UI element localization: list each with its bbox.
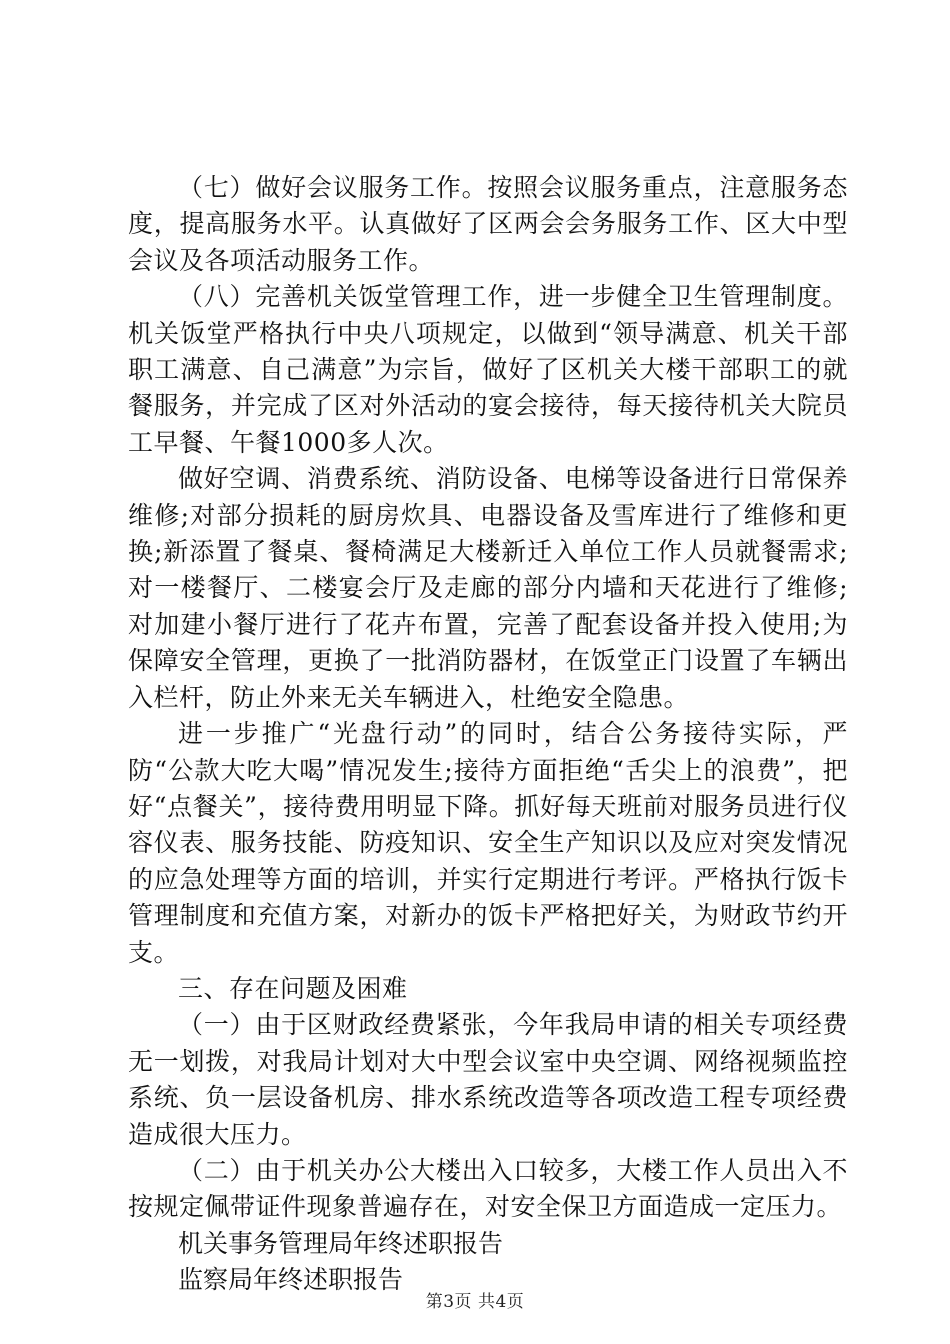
paragraph-problem-security: （二）由于机关办公大楼出入口较多，大楼工作人员出入不按规定佩带证件现象普遍存在，对安全保卫方面造成一定压力。 [128, 1155, 848, 1222]
page-number-footer: 第3页 共4页 [425, 1292, 525, 1312]
paragraph-problem-funding: （一）由于区财政经费紧张，今年我局申请的相关专项经费无一划拨，对我局计划对大中型会议室中央空调、网络视频监控系统、负一层设备机房、排水系统改造等各项改造工程专项经费造成很大压力。 [128, 1010, 848, 1149]
paragraph-meeting-service: （七）做好会议服务工作。按照会议服务重点，注意服务态度，提高服务水平。认真做好了区两会会务服务工作、区大中型会议及各项活动服务工作。 [128, 173, 848, 275]
related-link-admin-affairs[interactable]: 机关事务管理局年终述职报告 [178, 1228, 504, 1258]
paragraph-canteen-management: （八）完善机关饭堂管理工作，进一步健全卫生管理制度。机关饭堂严格执行中央八项规定，以做到“领导满意、机关干部职工满意、自己满意”为宗旨，做好了区机关大楼干部职工的就餐服务，并完成了区对外活动的宴会接待，每天接待机关大院员工早餐、午餐1000多人次。 [128, 282, 848, 457]
section-heading-problems: 三、存在问题及困难 [178, 973, 408, 1003]
related-link-supervision[interactable]: 监察局年终述职报告 [178, 1265, 404, 1295]
document-body [128, 170, 848, 1299]
paragraph-clean-plate-campaign: 进一步推广“光盘行动”的同时，结合公务接待实际，严防“公款大吃大喝”情况发生;接待方面拒绝“舌尖上的浪费”，把好“点餐关”，接待费用明显下降。抓好每天班前对服务员进行仪容仪表、服务技能、防疫知识、安全生产知识以及应对突发情况的应急处理等方面的培训，并实行定期进行考评。严格执行饭卡管理制度和充值方案，对新办的饭卡严格把好关，为财政节约开支。 [128, 719, 848, 967]
paragraph-equipment-maintenance: 做好空调、消费系统、消防设备、电梯等设备进行日常保养维修;对部分损耗的厨房炊具、电器设备及雪库进行了维修和更换;新添置了餐桌、餐椅满足大楼新迁入单位工作人员就餐需求;对一楼餐厅、二楼宴会厅及走廊的部分内墙和天花进行了维修;对加建小餐厅进行了花卉布置，完善了配套设备并投入使用;为保障安全管理，更换了一批消防器材，在饭堂正门设置了车辆出入栏杆，防止外来无关车辆进入，杜绝安全隐患。 [128, 464, 848, 712]
